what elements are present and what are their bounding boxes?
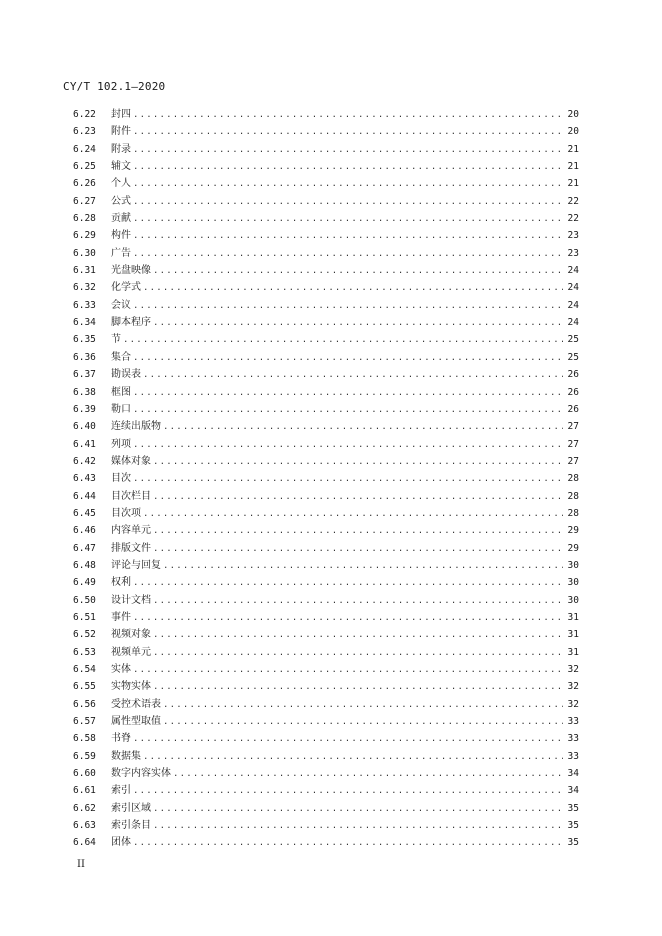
toc-entry[interactable]	[73, 592, 579, 609]
toc-entry-number: 6.48	[73, 559, 96, 571]
toc-entry-page: 24	[567, 282, 579, 294]
toc-entry[interactable]	[73, 141, 579, 158]
toc-entry-number: 6.29	[73, 230, 96, 242]
toc-entry[interactable]	[73, 123, 579, 140]
dot-leader	[153, 645, 563, 662]
dot-leader	[133, 471, 563, 488]
toc-entry-number: 6.52	[73, 629, 96, 641]
dot-leader	[133, 662, 563, 679]
toc-entry-title: 广告	[111, 247, 131, 259]
toc-entry-page: 23	[567, 230, 579, 242]
toc-entry[interactable]	[73, 626, 579, 643]
toc-entry-number: 6.33	[73, 299, 96, 311]
dot-leader	[163, 558, 563, 575]
toc-entry-title: 权利	[111, 577, 131, 589]
toc-entry-page: 20	[567, 109, 579, 120]
toc-entry-page: 23	[567, 247, 579, 259]
toc-entry[interactable]	[73, 696, 579, 713]
toc-entry-number: 6.43	[73, 473, 96, 485]
toc-entry[interactable]	[73, 678, 579, 695]
toc-entry-number: 6.55	[73, 681, 96, 693]
toc-entry-number: 6.39	[73, 403, 96, 415]
toc-entry-number: 6.30	[73, 247, 96, 259]
toc-entry-number: 6.47	[73, 542, 96, 554]
dot-leader	[153, 679, 563, 696]
dot-leader	[153, 818, 563, 835]
toc-entry-page: 35	[567, 802, 579, 814]
toc-entry[interactable]	[73, 106, 579, 123]
dot-leader	[153, 315, 563, 332]
toc-entry-title: 索引区域	[111, 802, 151, 814]
toc-entry-page: 35	[567, 820, 579, 832]
toc-entry-number: 6.32	[73, 282, 96, 294]
toc-entry-number: 6.22	[73, 109, 96, 120]
dot-leader	[133, 350, 563, 367]
toc-entry-page: 24	[567, 265, 579, 277]
toc-entry[interactable]	[73, 262, 579, 279]
toc-entry-title: 目次项	[111, 507, 141, 519]
toc-entry[interactable]	[73, 175, 579, 192]
toc-entry-number: 6.38	[73, 386, 96, 398]
dot-leader	[153, 627, 563, 644]
toc-entry-title: 化学式	[111, 282, 141, 294]
toc-entry-number: 6.31	[73, 265, 96, 277]
toc-entry-page: 28	[567, 507, 579, 519]
dot-leader	[153, 523, 563, 540]
toc-entry-page: 31	[567, 646, 579, 658]
toc-entry-number: 6.59	[73, 750, 96, 762]
dot-leader	[153, 454, 563, 471]
dot-leader	[133, 783, 563, 800]
toc-entry-number: 6.36	[73, 351, 96, 363]
toc-entry-title: 勘误表	[111, 369, 141, 381]
toc-entry-page: 27	[567, 455, 579, 467]
toc-entry-page: 24	[567, 299, 579, 311]
toc-entry[interactable]	[73, 522, 579, 539]
toc-entry-number: 6.25	[73, 161, 96, 173]
toc-entry-page: 27	[567, 438, 579, 450]
toc-entry-number: 6.42	[73, 455, 96, 467]
toc-entry[interactable]	[73, 314, 579, 331]
dot-leader	[133, 402, 563, 419]
toc-entry-title: 框图	[111, 386, 131, 398]
toc-entry-page: 33	[567, 733, 579, 745]
dot-leader	[153, 801, 563, 818]
toc-entry-title: 视频单元	[111, 646, 151, 658]
toc-entry-number: 6.45	[73, 507, 96, 519]
toc-entry-title: 集合	[111, 351, 131, 363]
toc-entry-page: 22	[567, 195, 579, 207]
toc-entry-number: 6.23	[73, 126, 96, 138]
dot-leader	[133, 385, 563, 402]
dot-leader	[133, 575, 563, 592]
dot-leader	[133, 228, 563, 245]
toc-entry-page: 30	[567, 559, 579, 571]
dot-leader	[133, 731, 563, 748]
toc-entry[interactable]	[73, 470, 579, 487]
toc-entry-page: 21	[567, 161, 579, 173]
toc-entry-number: 6.28	[73, 213, 96, 225]
toc-entry[interactable]	[73, 817, 579, 834]
dot-leader	[133, 835, 563, 852]
toc-entry-title: 脚本程序	[111, 317, 151, 329]
toc-entry[interactable]	[73, 210, 579, 227]
toc-entry[interactable]	[73, 158, 579, 175]
dot-leader	[133, 211, 563, 228]
toc-entry-number: 6.46	[73, 525, 96, 537]
dot-leader	[143, 749, 563, 766]
toc-entry-number: 6.35	[73, 334, 96, 346]
toc-entry[interactable]	[73, 366, 579, 383]
toc-entry-page: 21	[567, 178, 579, 190]
toc-entry[interactable]	[73, 245, 579, 262]
toc-entry-page: 31	[567, 629, 579, 641]
toc-entry-page: 34	[567, 785, 579, 797]
toc-entry-page: 33	[567, 750, 579, 762]
dot-leader	[163, 714, 563, 731]
dot-leader	[133, 437, 563, 454]
toc-entry-title: 团体	[111, 837, 131, 849]
toc-entry-title: 数字内容实体	[111, 768, 171, 780]
toc-entry-title: 附件	[111, 126, 131, 138]
toc-entry-title: 书脊	[111, 733, 131, 745]
dot-leader	[133, 194, 563, 211]
dot-leader	[133, 142, 563, 159]
dot-leader	[173, 766, 563, 783]
dot-leader	[133, 246, 563, 263]
toc-entry-title: 附录	[111, 143, 131, 155]
toc-entry-title: 索引	[111, 785, 131, 797]
dot-leader	[153, 263, 563, 280]
toc-entry-page: 24	[567, 317, 579, 329]
toc-entry-title: 内容单元	[111, 525, 151, 537]
toc-entry[interactable]	[73, 227, 579, 244]
toc-entry-number: 6.54	[73, 664, 96, 675]
toc-entry-title: 勒口	[111, 403, 131, 415]
toc-entry[interactable]	[73, 782, 579, 799]
toc-entry-number: 6.57	[73, 716, 96, 728]
toc-entry-title: 公式	[111, 195, 131, 207]
toc-entry[interactable]	[73, 574, 579, 591]
toc-entry-title: 数据集	[111, 750, 141, 762]
dot-leader	[163, 419, 563, 436]
toc-entry-number: 6.58	[73, 733, 96, 745]
toc-entry-page: 28	[567, 490, 579, 502]
toc-entry[interactable]	[73, 331, 579, 348]
toc-entry-number: 6.44	[73, 490, 96, 502]
toc-entry[interactable]	[73, 297, 579, 314]
toc-entry-title: 属性型取值	[111, 716, 161, 728]
toc-entry-number: 6.40	[73, 421, 96, 433]
dot-leader	[123, 332, 563, 349]
toc-entry-page: 29	[567, 525, 579, 537]
toc-entry-page: 25	[567, 334, 579, 346]
toc-entry[interactable]	[73, 713, 579, 730]
toc-entry[interactable]	[73, 748, 579, 765]
toc-entry-page: 21	[567, 143, 579, 155]
toc-entry-number: 6.51	[73, 611, 96, 623]
toc-entry-number: 6.41	[73, 438, 96, 450]
toc-entry-page: 32	[567, 698, 579, 710]
toc-entry[interactable]	[73, 488, 579, 505]
toc-entry-title: 实物实体	[111, 681, 151, 693]
toc-entry-number: 6.49	[73, 577, 96, 589]
toc-entry-page: 32	[567, 664, 579, 675]
dot-leader	[133, 298, 563, 315]
dot-leader	[153, 541, 563, 558]
toc-entry[interactable]	[73, 800, 579, 817]
toc-entry-number: 6.37	[73, 369, 96, 381]
toc-entry-number: 6.53	[73, 646, 96, 658]
dot-leader	[153, 593, 563, 610]
dot-leader	[133, 610, 563, 627]
toc-entry-title: 贡献	[111, 213, 131, 225]
toc-entry[interactable]	[73, 765, 579, 782]
dot-leader	[133, 176, 563, 193]
toc-entry[interactable]	[73, 401, 579, 418]
page-number: II	[77, 859, 85, 870]
toc-entry-title: 目次	[111, 473, 131, 485]
toc-entry-number: 6.62	[73, 802, 96, 814]
toc-entry-number: 6.60	[73, 768, 96, 780]
toc-entry[interactable]	[73, 418, 579, 435]
toc-entry[interactable]	[73, 540, 579, 557]
toc-entry-page: 25	[567, 351, 579, 363]
toc-entry-page: 26	[567, 386, 579, 398]
dot-leader	[143, 367, 563, 384]
dot-leader	[163, 697, 563, 714]
toc-entry-number: 6.56	[73, 698, 96, 710]
toc-entry[interactable]	[73, 193, 579, 210]
toc-entry-page: 26	[567, 403, 579, 415]
toc-entry-page: 34	[567, 768, 579, 780]
dot-leader	[133, 107, 563, 124]
toc-entry-title: 列项	[111, 438, 131, 450]
toc-entry-title: 封四	[111, 109, 131, 120]
table-of-contents	[73, 106, 579, 852]
toc-entry-page: 26	[567, 369, 579, 381]
toc-entry[interactable]	[73, 384, 579, 401]
toc-entry-page: 33	[567, 716, 579, 728]
toc-entry-title: 视频对象	[111, 629, 151, 641]
toc-entry-title: 节	[111, 334, 121, 346]
toc-entry-page: 20	[567, 126, 579, 138]
toc-entry[interactable]	[73, 661, 579, 678]
toc-entry-title: 实体	[111, 664, 131, 675]
toc-entry-page: 30	[567, 577, 579, 589]
toc-entry-number: 6.61	[73, 785, 96, 797]
toc-entry[interactable]	[73, 349, 579, 366]
toc-entry-number: 6.27	[73, 195, 96, 207]
toc-entry-title: 事件	[111, 611, 131, 623]
toc-entry-title: 目次栏目	[111, 490, 151, 502]
toc-entry-number: 6.26	[73, 178, 96, 190]
toc-entry-page: 30	[567, 594, 579, 606]
toc-entry-number: 6.50	[73, 594, 96, 606]
toc-entry-page: 32	[567, 681, 579, 693]
toc-entry-title: 会议	[111, 299, 131, 311]
toc-entry-page: 35	[567, 837, 579, 849]
toc-entry-number: 6.24	[73, 143, 96, 155]
toc-entry[interactable]	[73, 279, 579, 296]
toc-entry-title: 受控术语表	[111, 698, 161, 710]
dot-leader	[133, 124, 563, 141]
toc-entry-title: 个人	[111, 178, 131, 190]
toc-entry-number: 6.64	[73, 837, 96, 849]
toc-entry-number: 6.34	[73, 317, 96, 329]
toc-entry-page: 29	[567, 542, 579, 554]
toc-entry-title: 光盘映像	[111, 265, 151, 277]
dot-leader	[133, 159, 563, 176]
toc-entry[interactable]	[73, 505, 579, 522]
toc-entry-title: 索引条目	[111, 820, 151, 832]
toc-entry[interactable]	[73, 609, 579, 626]
toc-entry[interactable]	[73, 730, 579, 747]
toc-entry-title: 辅文	[111, 161, 131, 173]
toc-entry-title: 评论与回复	[111, 559, 161, 571]
dot-leader	[153, 489, 563, 506]
toc-entry[interactable]	[73, 644, 579, 661]
dot-leader	[143, 506, 563, 523]
toc-entry[interactable]	[73, 834, 579, 851]
toc-entry-page: 31	[567, 611, 579, 623]
dot-leader	[143, 280, 563, 297]
toc-entry-page: 27	[567, 421, 579, 433]
document-identifier: CY/T 102.1—2020	[63, 80, 166, 93]
toc-entry-title: 媒体对象	[111, 455, 151, 467]
toc-entry-number: 6.63	[73, 820, 96, 832]
toc-entry[interactable]	[73, 453, 579, 470]
toc-entry-title: 设计文档	[111, 594, 151, 606]
toc-entry-page: 22	[567, 213, 579, 225]
toc-entry-title: 构件	[111, 230, 131, 242]
toc-entry[interactable]	[73, 557, 579, 574]
toc-entry[interactable]	[73, 436, 579, 453]
toc-entry-page: 28	[567, 473, 579, 485]
toc-entry-title: 连续出版物	[111, 421, 161, 433]
toc-entry-title: 排版文件	[111, 542, 151, 554]
